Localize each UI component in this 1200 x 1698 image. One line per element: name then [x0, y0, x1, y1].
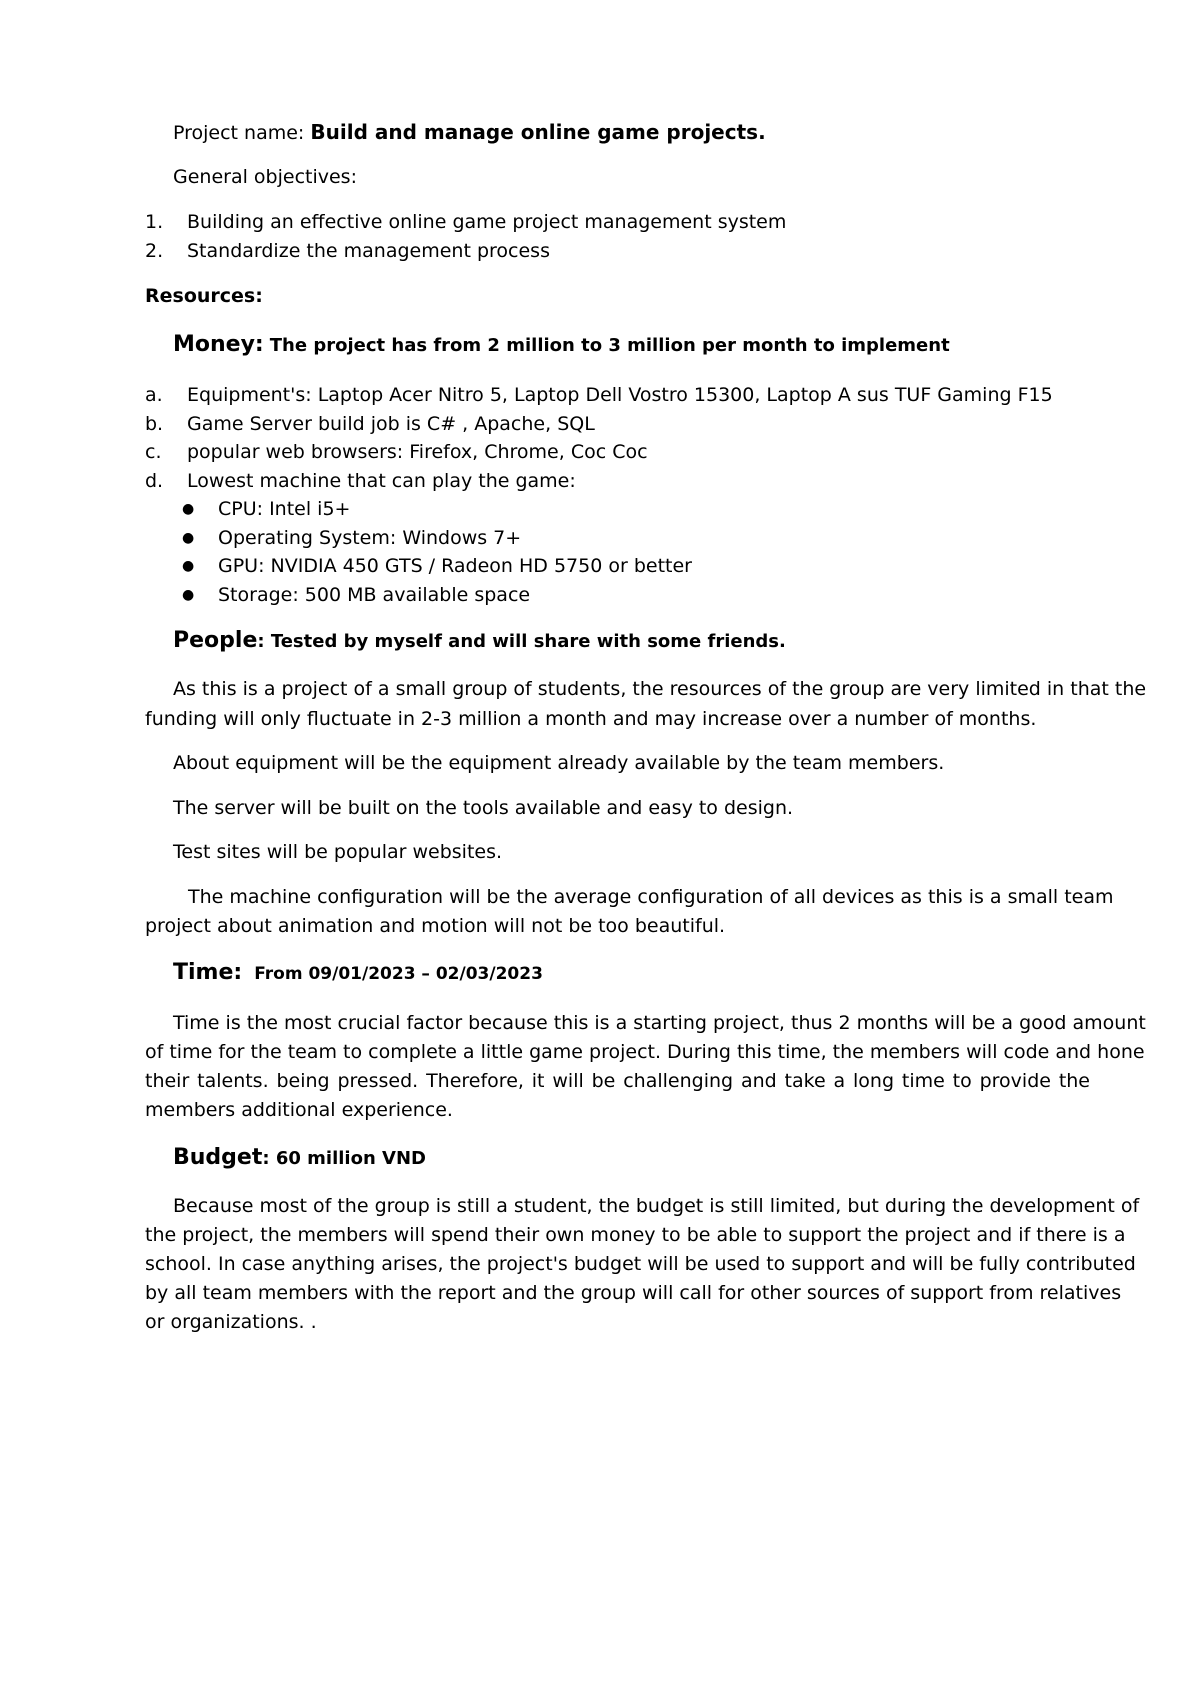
people-text: : Tested by myself and will share with some friends.: [257, 631, 786, 652]
people-paragraph-line: As this is a project of a small group of students, the resources of the group are very limited in that the: [173, 678, 1147, 700]
spec-item: GPU: NVIDIA 450 GTS / Radeon HD 5750 or better: [218, 555, 692, 577]
people-line: [173, 629, 786, 654]
spec-item: CPU: Intel i5+: [218, 498, 351, 520]
budget-paragraph-line: by all team members with the report and the group will call for other sources of support from relatives: [145, 1282, 1122, 1304]
time-paragraph-line: of time for the team to complete a little game project. During this time, the members will code and hone: [145, 1041, 1145, 1063]
spec-item: Storage: 500 MB available space: [218, 584, 531, 606]
resource-item: Equipment's: Laptop Acer Nitro 5, Laptop Dell Vostro 15300, Laptop A sus TUF Gaming F15: [187, 384, 1053, 406]
resource-marker: a.: [145, 384, 163, 406]
money-label: Money:: [173, 332, 264, 357]
objective-marker: 1.: [145, 211, 164, 233]
configuration-paragraph-line: project about animation and motion will not be too beautiful.: [145, 915, 726, 937]
budget-paragraph-line: school. In case anything arises, the project's budget will be used to support and will be fully contributed: [145, 1253, 1136, 1275]
people-paragraph-line: funding will only fluctuate in 2-3 million a month and may increase over a number of months.: [145, 708, 1037, 730]
configuration-paragraph-line: The machine configuration will be the average configuration of all devices as this is a small team: [188, 886, 1114, 908]
budget-paragraph-line: the project, the members will spend their own money to be able to support the project and if there is a: [145, 1224, 1126, 1246]
resource-item: Lowest machine that can play the game:: [187, 470, 576, 492]
time-label: Time:: [173, 960, 243, 985]
equipment-paragraph: About equipment will be the equipment already available by the team members.: [173, 752, 945, 774]
budget-paragraph-line: or organizations. .: [145, 1311, 317, 1333]
project-name-value: Build and manage online game projects.: [310, 120, 766, 144]
time-line: [173, 961, 543, 986]
resource-marker: d.: [145, 470, 164, 492]
resource-marker: c.: [145, 441, 162, 463]
bullet-icon: ●: [182, 558, 195, 574]
money-line: [173, 333, 950, 358]
resource-marker: b.: [145, 413, 164, 435]
resource-item: Game Server build job is C# , Apache, SQL: [187, 413, 595, 435]
test-sites-paragraph: Test sites will be popular websites.: [173, 841, 503, 863]
budget-line: [173, 1146, 426, 1171]
server-paragraph: The server will be built on the tools available and easy to design.: [173, 797, 794, 819]
bullet-icon: ●: [182, 587, 195, 603]
bullet-icon: ●: [182, 501, 195, 517]
people-label: People: [173, 628, 258, 653]
objective-item: Building an effective online game project management system: [187, 211, 787, 233]
time-range: From 09/01/2023 – 02/03/2023: [254, 964, 543, 984]
resource-item: popular web browsers: Firefox, Chrome, Coc Coc: [187, 441, 648, 463]
time-paragraph-line: members additional experience.: [145, 1099, 453, 1121]
objectives-heading: General objectives:: [173, 166, 357, 188]
resources-heading: Resources:: [145, 285, 263, 307]
project-name-line: [173, 120, 766, 145]
time-paragraph-line: Time is the most crucial factor because this is a starting project, thus 2 months will be a good amount: [173, 1012, 1146, 1034]
money-text: The project has from 2 million to 3 million per month to implement: [269, 335, 950, 356]
time-paragraph-line: their talents. being pressed. Therefore, it will be challenging and take a long time to provide the: [145, 1070, 1090, 1092]
objective-marker: 2.: [145, 240, 164, 262]
objective-item: Standardize the management process: [187, 240, 550, 262]
budget-text: : 60 million VND: [262, 1148, 426, 1169]
budget-paragraph-line: Because most of the group is still a student, the budget is still limited, but during the development of: [173, 1195, 1140, 1217]
project-name-label: Project name:: [173, 122, 311, 144]
spec-item: Operating System: Windows 7+: [218, 527, 522, 549]
bullet-icon: ●: [182, 530, 195, 546]
budget-label: Budget: [173, 1145, 263, 1170]
